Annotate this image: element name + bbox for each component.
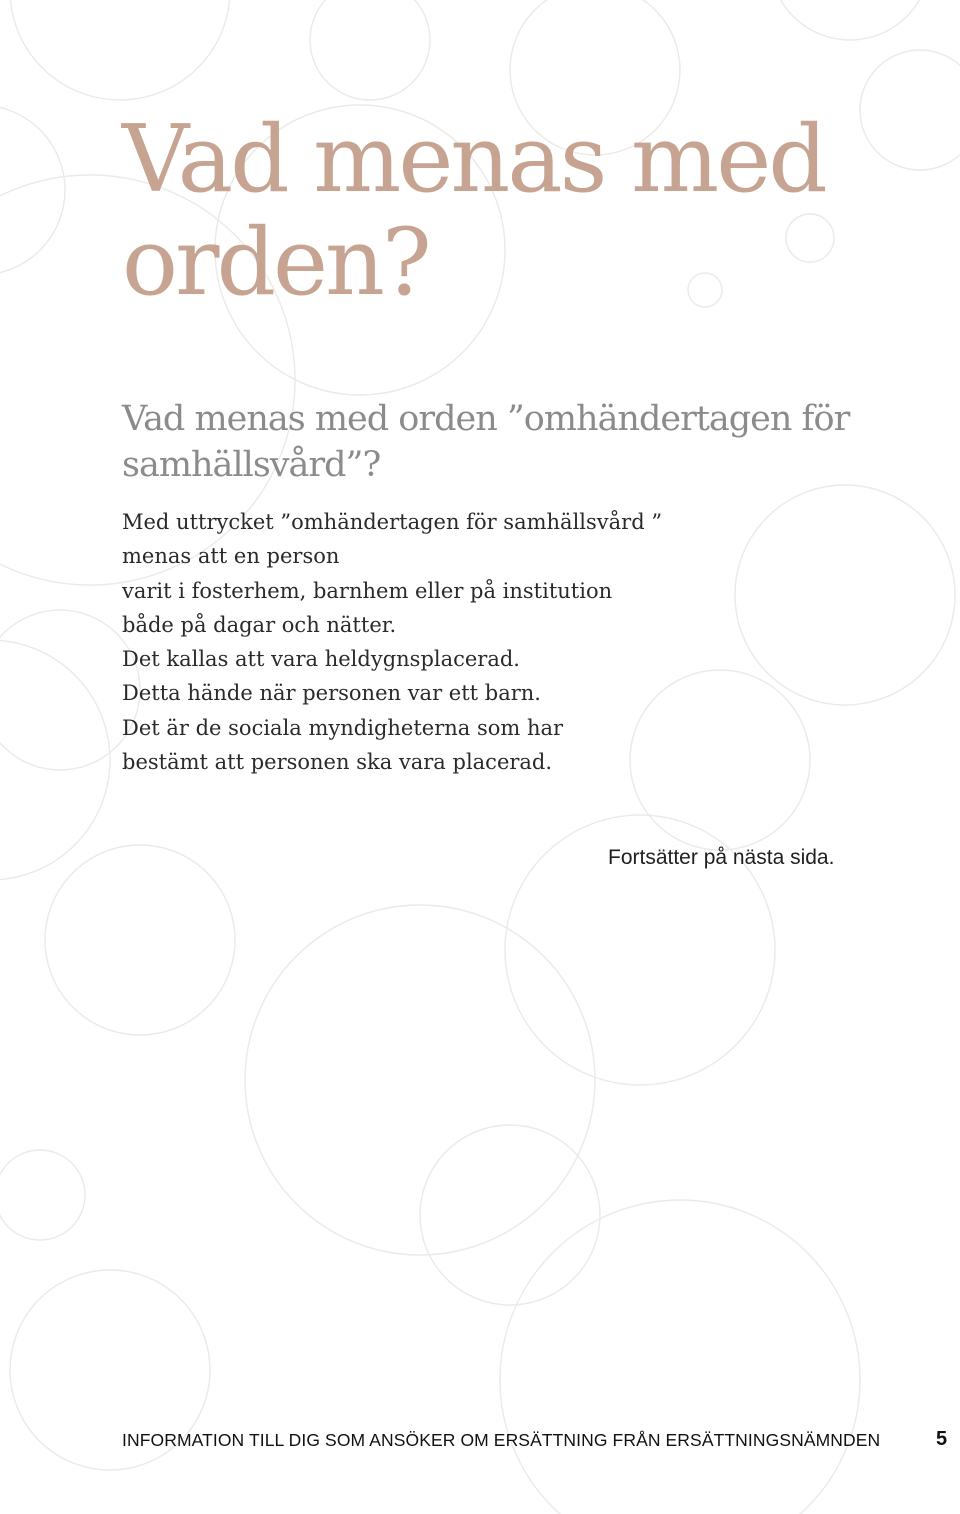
page-number: 5 xyxy=(936,1428,948,1450)
body-line: menas att en person xyxy=(122,544,340,569)
section-heading: Vad menas med orden ”omhändertagen för samhällsvård”? xyxy=(122,399,850,485)
continue-note: Fortsätter på nästa sida. xyxy=(608,846,835,869)
body-line: Med uttrycket ”omhändertagen för samhällsvård ” xyxy=(122,510,663,534)
body-paragraph xyxy=(122,505,762,779)
body-line: Det kallas att vara heldygnsplacerad. xyxy=(122,647,520,672)
body-line: Det är de sociala myndigheterna som har xyxy=(122,715,564,740)
body-line: varit i fosterhem, barnhem eller på institution xyxy=(122,578,613,603)
page-title: Vad menas med orden? xyxy=(122,105,825,316)
body-line: bestämt att personen ska vara placerad. xyxy=(122,750,553,775)
body-line: både på dagar och nätter. xyxy=(122,612,397,637)
footer-text: INFORMATION TILL DIG SOM ANSÖKER OM ERSÄTTNING FRÅN ERSÄTTNINGSNÄMNDEN xyxy=(122,1430,881,1450)
body-line: Detta hände när personen var ett barn. xyxy=(122,681,541,706)
